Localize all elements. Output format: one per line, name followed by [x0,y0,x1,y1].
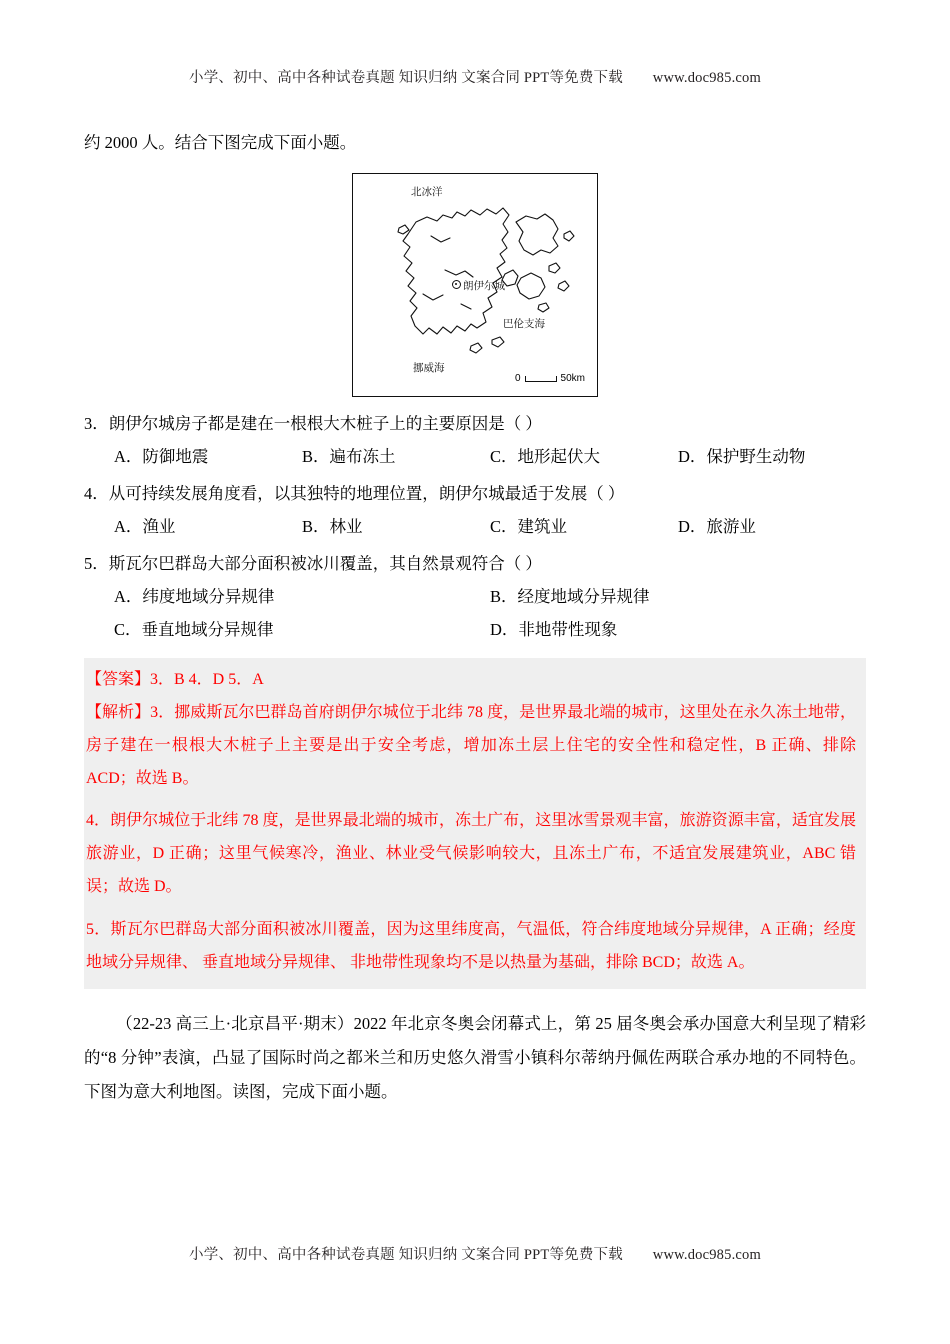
svalbard-map [352,173,598,397]
question-3-option-b[interactable]: B．遍布冻土 [302,447,396,467]
header-promo [84,0,866,87]
question-3-option-c[interactable]: C．地形起伏大 [490,447,601,467]
map-scale [515,373,585,384]
map-label-norwegian-sea: 挪威海 [413,362,445,375]
footer-promo-url: www.doc985.com [652,1247,761,1263]
question-3-option-a[interactable]: A．防御地震 [114,447,209,467]
map-label-arctic-ocean: 北冰洋 [411,186,443,199]
header-promo-text: 小学、初中、高中各种试卷真题 知识归纳 文案合同 PPT等免费下载 [189,70,623,86]
map-label-longyearbyen: 朗伊尔城 [463,280,505,293]
question-4-option-c[interactable]: C．建筑业 [490,517,568,537]
question-4-option-b[interactable]: B．林业 [302,517,363,537]
question-4-options [84,510,866,543]
footer-promo [0,1243,950,1264]
answer-line: 【答案】3．B 4．D 5．A [86,671,264,689]
intro-paragraph: 约 2000 人。结合下图完成下面小题。 [84,133,357,152]
scale-zero: 0 [514,373,521,385]
question-3-stem: 3．朗伊尔城房子都是建在一根根大木桩子上的主要原因是（ ） [84,414,542,434]
question-5-stem: 5．斯瓦尔巴群岛大部分面积被冰川覆盖，其自然景观符合（ ） [84,554,542,574]
question-4 [84,477,866,543]
question-5-option-c[interactable]: C．垂直地域分异规律 [114,620,274,640]
question-5 [84,547,866,646]
header-promo-url: www.doc985.com [652,70,761,86]
question-4-option-a[interactable]: A．渔业 [114,517,176,537]
question-5-options-row2 [84,613,866,646]
question-3-option-d[interactable]: D．保护野生动物 [678,447,806,467]
footer-promo-text: 小学、初中、高中各种试卷真题 知识归纳 文案合同 PPT等免费下载 [189,1247,623,1263]
analysis-q3: 【解析】3．挪威斯瓦尔巴群岛首府朗伊尔城位于北纬 78 度，是世界最北端的城市，这里处在永久冻土地带，房子建在一根根大木桩子上主要是出于安全考虑，增加冻土层上住宅的安全性和稳定性，B 正确、排除 ACD；故选 B。 [86,703,856,787]
analysis-q5: 5．斯瓦尔巴群岛大部分面积被冰川覆盖，因为这里纬度高，气温低，符合纬度地域分异规律，A 正确；经度地域分异规律、 垂直地域分异规律、 非地带性现象均不是以热量为基础，排除 BCD；故选 A。 [86,920,856,971]
question-3 [84,407,866,473]
question-5-option-d[interactable]: D．非地带性现象 [490,620,618,640]
answer-analysis-block [84,658,866,989]
analysis-q4: 4．朗伊尔城位于北纬 78 度，是世界最北端的城市，冻土广布，这里冰雪景观丰富，旅游资源丰富，适宜发展旅游业，D 正确；这里气候寒冷，渔业、林业受气候影响较大，且冻土广布，不适宜发展建筑业，ABC 错误；故选 D。 [86,812,856,895]
next-question-intro [84,1007,866,1108]
question-5-option-a[interactable]: A．纬度地域分异规律 [114,587,275,607]
question-3-options [84,440,866,473]
question-5-option-b[interactable]: B．经度地域分异规律 [490,587,650,607]
question-4-option-d[interactable]: D．旅游业 [678,517,756,537]
scale-bar [525,376,557,382]
question-5-options-row1 [84,580,866,613]
map-figure [84,173,866,397]
map-label-barents-sea: 巴伦支海 [503,318,545,331]
next-question-source: （22-23 高三上·北京昌平·期末） [116,1014,354,1034]
scale-value: 50km [560,373,585,385]
question-4-stem: 4．从可持续发展角度看，以其独特的地理位置，朗伊尔城最适于发展（ ） [84,484,625,504]
next-question-text: 2022 年北京冬奥会闭幕式上，第 25 届冬奥会承办国意大利呈现了精彩的“8 分钟”表演，凸显了国际时尚之都米兰和历史悠久滑雪小镇科尔蒂纳丹佩佐两联合承办地的不同特色。下图为意大利地图。读图，完成下面小题。 [84,1014,867,1101]
